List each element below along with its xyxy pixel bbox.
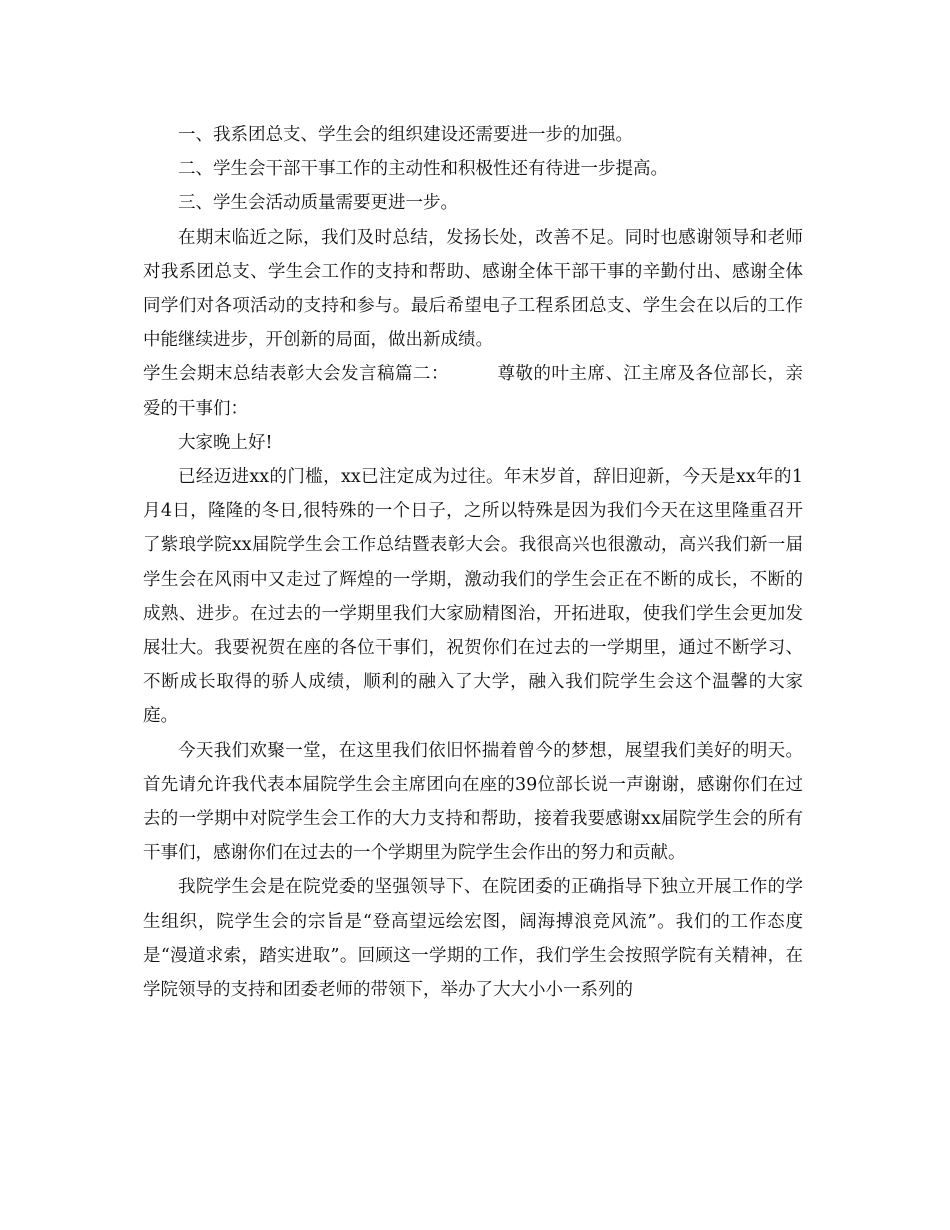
paragraph-closing-summary: 在期末临近之际，我们及时总结，发扬长处，改善不足。同时也感谢领导和老师对我系团总支、学生会工作的支持和帮助、感谢全体干部干事的辛勤付出、感谢全体同学们对各项活动的支持和参与。最后希望电子工程系团总支、学生会在以后的工作中能继续进步，开创新的局面，做出新成绩。 <box>143 227 803 351</box>
paragraph-greeting: 大家晚上好! <box>178 432 273 453</box>
document-body <box>143 118 803 1007</box>
paragraph-thanks: 今天我们欢聚一堂，在这里我们依旧怀揣着曾今的梦想，展望我们美好的明天。首先请允许我代表本届院学生会主席团向在座的39位部长说一声谢谢，感谢你们在过去的一学期中对院学生会工作的大力支持和帮助，接着我要感谢xx届院学生会的所有干事们，感谢你们在过去的一个学期里为院学生会作出的努力和贡献。 <box>143 740 803 864</box>
paragraph-point-two: 二、学生会干部干事工作的主动性和积极性还有待进一步提高。 <box>178 159 668 180</box>
paragraph-point-one: 一、我系团总支、学生会的组织建设还需要进一步的加强。 <box>178 125 633 145</box>
paragraph-organization: 我院学生会是在院党委的坚强领导下、在院团委的正确指导下独立开展工作的学生组织，院学生会的宗旨是“登高望远绘宏图，阔海搏浪竞风流”。我们的工作态度是“漫道求索，踏实进取”。回顾这一学期的工作，我们学生会按照学院有关精神，在学院领导的支持和团委老师的带领下，举办了大大小小一系列的 <box>143 877 803 1001</box>
section-heading-line <box>143 357 803 425</box>
paragraph-point-three: 三、学生会活动质量需要更进一步。 <box>178 193 458 214</box>
section-title: 学生会期末总结表彰大会发言稿篇二： <box>143 364 449 385</box>
salutation: 尊敬的叶主席、江主席及各位部长，亲爱的干事们： <box>143 364 803 419</box>
paragraph-opening: 已经迈进xx的门槛，xx已注定成为过往。年末岁首，辞旧迎新，今天是xx年的1月4日，隆隆的冬日,很特殊的一个日子，之所以特殊是因为我们今天在这里隆重召开了紫琅学院xx届院学生会工作总结暨表彰大会。我很高兴也很激动，高兴我们新一届学生会在风雨中又走过了辉煌的一学期，激动我们的学生会正在不断的成长，不断的成熟、进步。在过去的一学期里我们大家励精图治，开拓进取，使我们学生会更加发展壮大。我要祝贺在座的各位干事们，祝贺你们在过去的一学期里，通过不断学习、不断成长取得的骄人成绩，顺利的融入了大学，融入我们院学生会这个温馨的大家庭。 <box>143 467 803 727</box>
